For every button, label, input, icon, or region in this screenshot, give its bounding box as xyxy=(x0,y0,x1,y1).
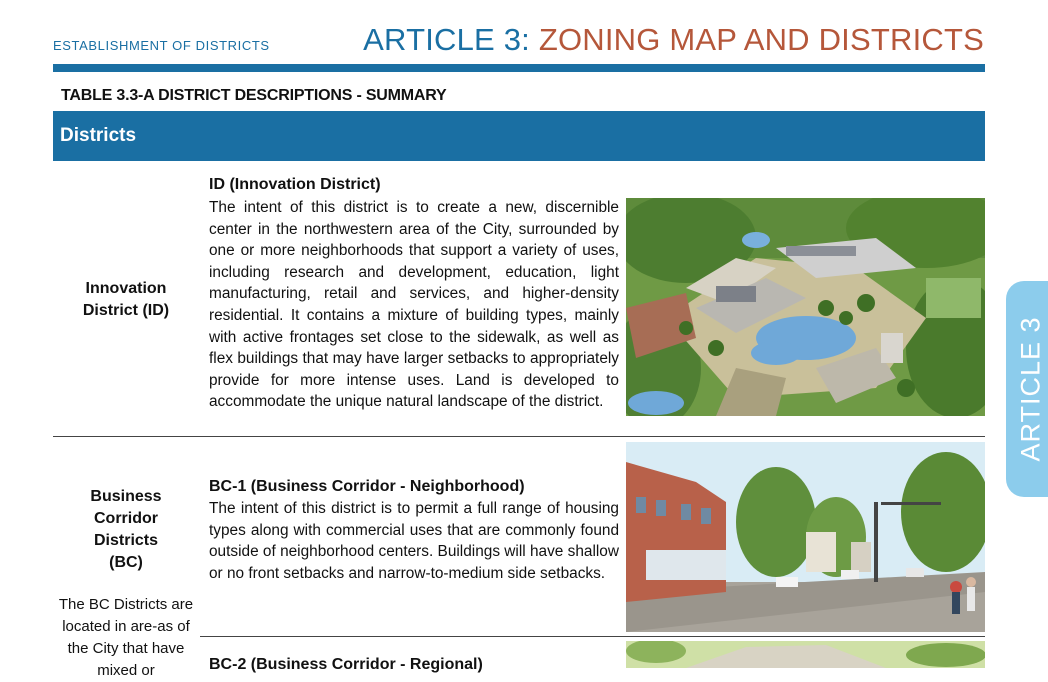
row-divider xyxy=(200,636,985,637)
district-name-bc2: BC-2 (Business Corridor - Regional) xyxy=(209,656,483,673)
article-name: ZONING MAP AND DISTRICTS xyxy=(538,22,984,57)
district-name-bc1: BC-1 (Business Corridor - Neighborhood) xyxy=(209,478,525,495)
header-rule xyxy=(53,64,985,72)
article-side-tab[interactable] xyxy=(1006,281,1048,497)
row-label-innovation: Innovation District (ID) xyxy=(82,280,170,319)
regional-corridor-image xyxy=(626,641,985,668)
row-label-business-corridor: Business Corridor Districts (BC) xyxy=(90,488,162,571)
district-description-id: The intent of this district is to create a new, discernible center in the northwestern area of the City, surrounded by one or more neighborhoods that support a variety of uses, including research and development, education, light manufacturing, retail and services, and higher-density residential. It contains a mixture of building types, mainly with active frontages set close to the sidewalk, as well as flex buildings that may have larger setbacks to appropriately provide for more intense uses. Land is developed to accommodate the unique natural landscape of the district. xyxy=(209,199,619,411)
business-corridor-image xyxy=(626,442,985,632)
article-number: ARTICLE 3: xyxy=(363,22,530,57)
row-divider xyxy=(53,436,985,437)
business-corridor-note: The BC Districts are located in are-as of the City that have mixed or xyxy=(58,596,194,679)
innovation-district-image xyxy=(626,198,985,416)
article-title xyxy=(363,22,984,58)
districts-header-bar xyxy=(53,111,985,161)
section-label: ESTABLISHMENT OF DISTRICTS xyxy=(53,38,270,53)
district-name-id: ID (Innovation District) xyxy=(209,176,381,193)
article-side-tab-label: ARTICLE 3 xyxy=(1015,316,1046,462)
districts-header-label: Districts xyxy=(60,125,137,146)
table-title: TABLE 3.3-A DISTRICT DESCRIPTIONS - SUMMARY xyxy=(61,87,447,104)
district-description-bc1: The intent of this district is to permit a full range of housing types along with commercial uses that are commonly found outside of neighborhood centers. Buildings will have shallow or no front setbacks and narrow-to-medium side setbacks. xyxy=(209,500,619,582)
